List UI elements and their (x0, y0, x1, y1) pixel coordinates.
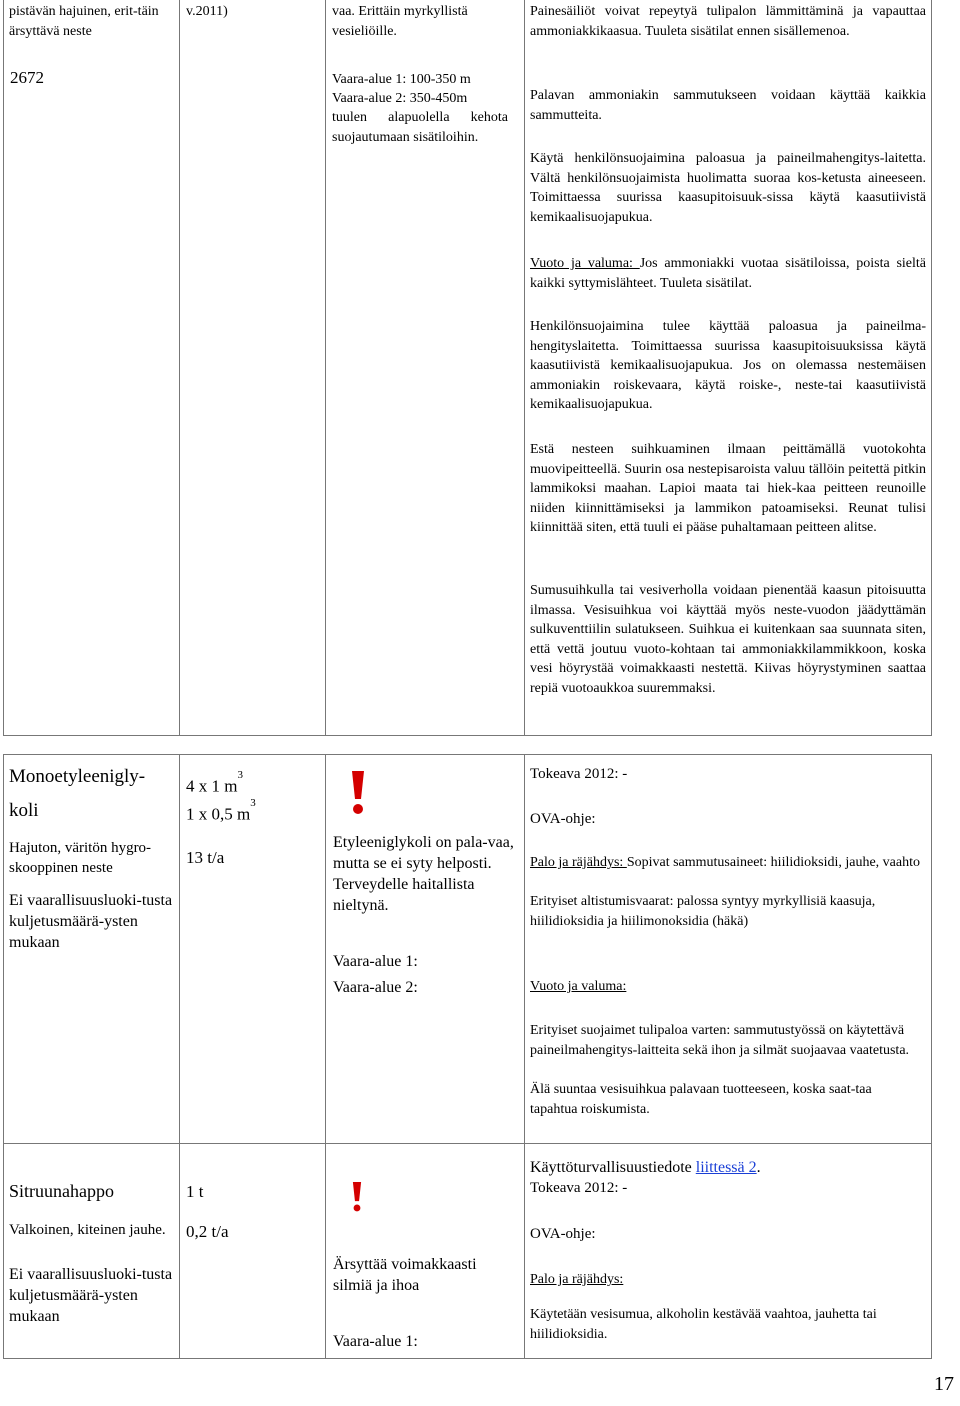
warning-icon (339, 769, 377, 817)
instructions-p7: Sumusuihkulla tai vesiverholla voidaan pienentää kaasun pitoisuutta ilmassa. Vesisuihkua voi käyttää myös neste-vuodon jäädyttämän sulkuventtiilin sulatukseen. Suihkua ei kuitenkaan saa suunnata siten, että vettä joutuu vuoto-kohtaan tai ammoniakkilammikkoon, koska vesi höyrystää voimakkaasti nestettä. Kiivas höyrystyminen saattaa repiä vuotoaukkoa suuremmaksi. (530, 583, 926, 696)
ammonia-un-number: 2672 (10, 68, 44, 87)
glycol-classification: Ei vaarallisuusluoki-tusta kuljetusmäärä-ysten mukaan (9, 892, 173, 951)
glycol-ova: OVA-ohje: (530, 811, 596, 827)
instructions-p5: Henkilönsuojaimina tulee käyttää paloasua ja paineilma-hengityslaitetta. Toimittaessa suurissa kaasupitoisuuksissa käytä kaasutiivistä kemikaalisuojapukua. Jos on olemassa nestemäisen ammoniakin roiskevaara, käytä roiske-, neste-tai kaasutiivistä kemikaalisuojapukua. (530, 319, 926, 412)
col-substance (4, 0, 180, 735)
instructions-p6: Estä nesteen suihkuaminen ilmaan peittämällä vuotokohta muovipeitteellä. Suurin osa nestepisaroista valuu tällöin peitettä pitkin lammikoksi maahan. Lapioi maata tai hiek-kaa peitteen reunoille niiden kiinnittämiseksi ja lammikon patoamiseksi. Reunat tulisi kiinnittää siten, että tuuli ei pääse puhaltamaan peitteen alitse. (530, 442, 926, 535)
glycol-special-hazards: Erityiset altistumisvaarat: palossa syntyy myrkyllisiä kaasuja, hiilidioksidia ja hiilimonoksidia (häkä) (530, 894, 876, 929)
ammonia-zone-1: Vaara-alue 1: 100-350 m (332, 72, 471, 87)
instructions-p2: Palavan ammoniakin sammutukseen voidaan käyttää kaikkia sammutteita. (530, 88, 926, 123)
glycol-protection-1: Erityiset suojaimet tulipaloa varten: sammutustyössä on käytettävä paineilmahengitys-laitteita sekä ihon ja silmät suojaavaa vaatetusta. (530, 1023, 910, 1058)
glycol-fire (530, 853, 920, 873)
citric-fire-text: Käytetään vesisumua, alkoholin kestävää vaahtoa, jauhetta tai hiilidioksidia. (530, 1307, 877, 1342)
ammonia-hazard-text: vaa. Erittäin myrkyllistä vesieliöille. (332, 4, 468, 39)
row-divider (4, 1143, 931, 1144)
glycol-zone-1: Vaara-alue 1: (333, 953, 418, 970)
glycol-name-b: koli (9, 800, 39, 821)
citric-sds-note: Käyttöturvallisuustiedote liittessä 2. (530, 1159, 761, 1176)
glycol-protection-2: Älä suuntaa vesisuihkua palavaan tuotteeseen, koska saat-taa tapahtua roiskumista. (530, 1082, 872, 1117)
citric-fire-label: Palo ja räjähdys: (530, 1272, 624, 1287)
glycol-description: Hajuton, väritön hygro-skooppinen neste (9, 840, 152, 876)
fire-label: Palo ja räjähdys: (530, 855, 627, 870)
instructions-p1: Painesäiliöt voivat repeytyä tulipalon lämmittäminä ja vapauttaa ammoniakkikaasua. Tuuleta sisätilat ennen sisällemenoa. (530, 4, 926, 39)
ammonia-zone-note: tuulen alapuolella kehota suojautumaan sisätiloihin. (332, 110, 508, 145)
warning-icon (344, 1179, 370, 1215)
substance-table-bottom (3, 754, 932, 1359)
col-amount (180, 0, 326, 735)
glycol-leak-label: Vuoto ja valuma: (530, 979, 627, 994)
ammonia-description: pistävän hajuinen, erit-täin ärsyttävä neste (9, 4, 159, 39)
substance-table-top (3, 0, 932, 736)
fire-text: Sopivat sammutusaineet: hiilidioksidi, jauhe, vaahto (626, 855, 920, 870)
citric-classification: Ei vaarallisuusluoki-tusta kuljetusmäärä-ysten mukaan (9, 1266, 173, 1325)
page-number: 17 (934, 1373, 954, 1395)
glycol-tokeava: Tokeava 2012: - (530, 766, 628, 782)
glycol-hazard-text: Etyleeniglykoli on pala-vaa, mutta se ei syty helposti. Terveydelle haitallista nieltynä. (333, 834, 514, 914)
col-amount (180, 755, 326, 1358)
ammonia-zone-2: Vaara-alue 2: 350-450m (332, 91, 468, 106)
citric-amount: 1 t (186, 1182, 204, 1201)
glycol-amount-2: 1 x 0,5 $m^3$ (186, 797, 256, 824)
leak-label: Vuoto ja valuma: (530, 256, 640, 271)
instructions-p3: Käytä henkilönsuojaimina paloasua ja paineilmahengitys-laitetta. Vältä henkilönsuojaimista huolimatta suoraa kos-ketusta aineeseen. Toimittaessa suurissa kaasupitoisuuk-sissa käytä kaasutiivistä kemikaalisuojapukua. (530, 151, 926, 225)
leak-text: Jos ammoniakki vuotaa sisätiloissa, poista sieltä kaikki syttymislähteet. Tuuleta sisätilat. (530, 256, 926, 291)
citric-zone-1: Vaara-alue 1: (333, 1333, 418, 1350)
instructions-p4 (530, 254, 926, 293)
citric-ova: OVA-ohje: (530, 1226, 596, 1242)
citric-hazard-text: Ärsyttää voimakkaasti silmiä ja ihoa (333, 1256, 477, 1294)
glycol-rate: 13 t/a (186, 848, 225, 867)
glycol-zone-2: Vaara-alue 2: (333, 979, 418, 996)
citric-description: Valkoinen, kiteinen jauhe. (9, 1222, 166, 1238)
citric-name: Sitruunahappo (9, 1181, 114, 1201)
sds-link[interactable]: liittessä 2 (695, 1159, 757, 1176)
citric-rate: 0,2 t/a (186, 1222, 229, 1241)
citric-tokeava: Tokeava 2012: - (530, 1180, 628, 1196)
glycol-amount-1: 4 x 1 $m^3$ (186, 769, 243, 796)
ammonia-amount-note: v.2011) (186, 4, 228, 19)
glycol-name-a: Monoetyleenigly- (9, 766, 146, 787)
